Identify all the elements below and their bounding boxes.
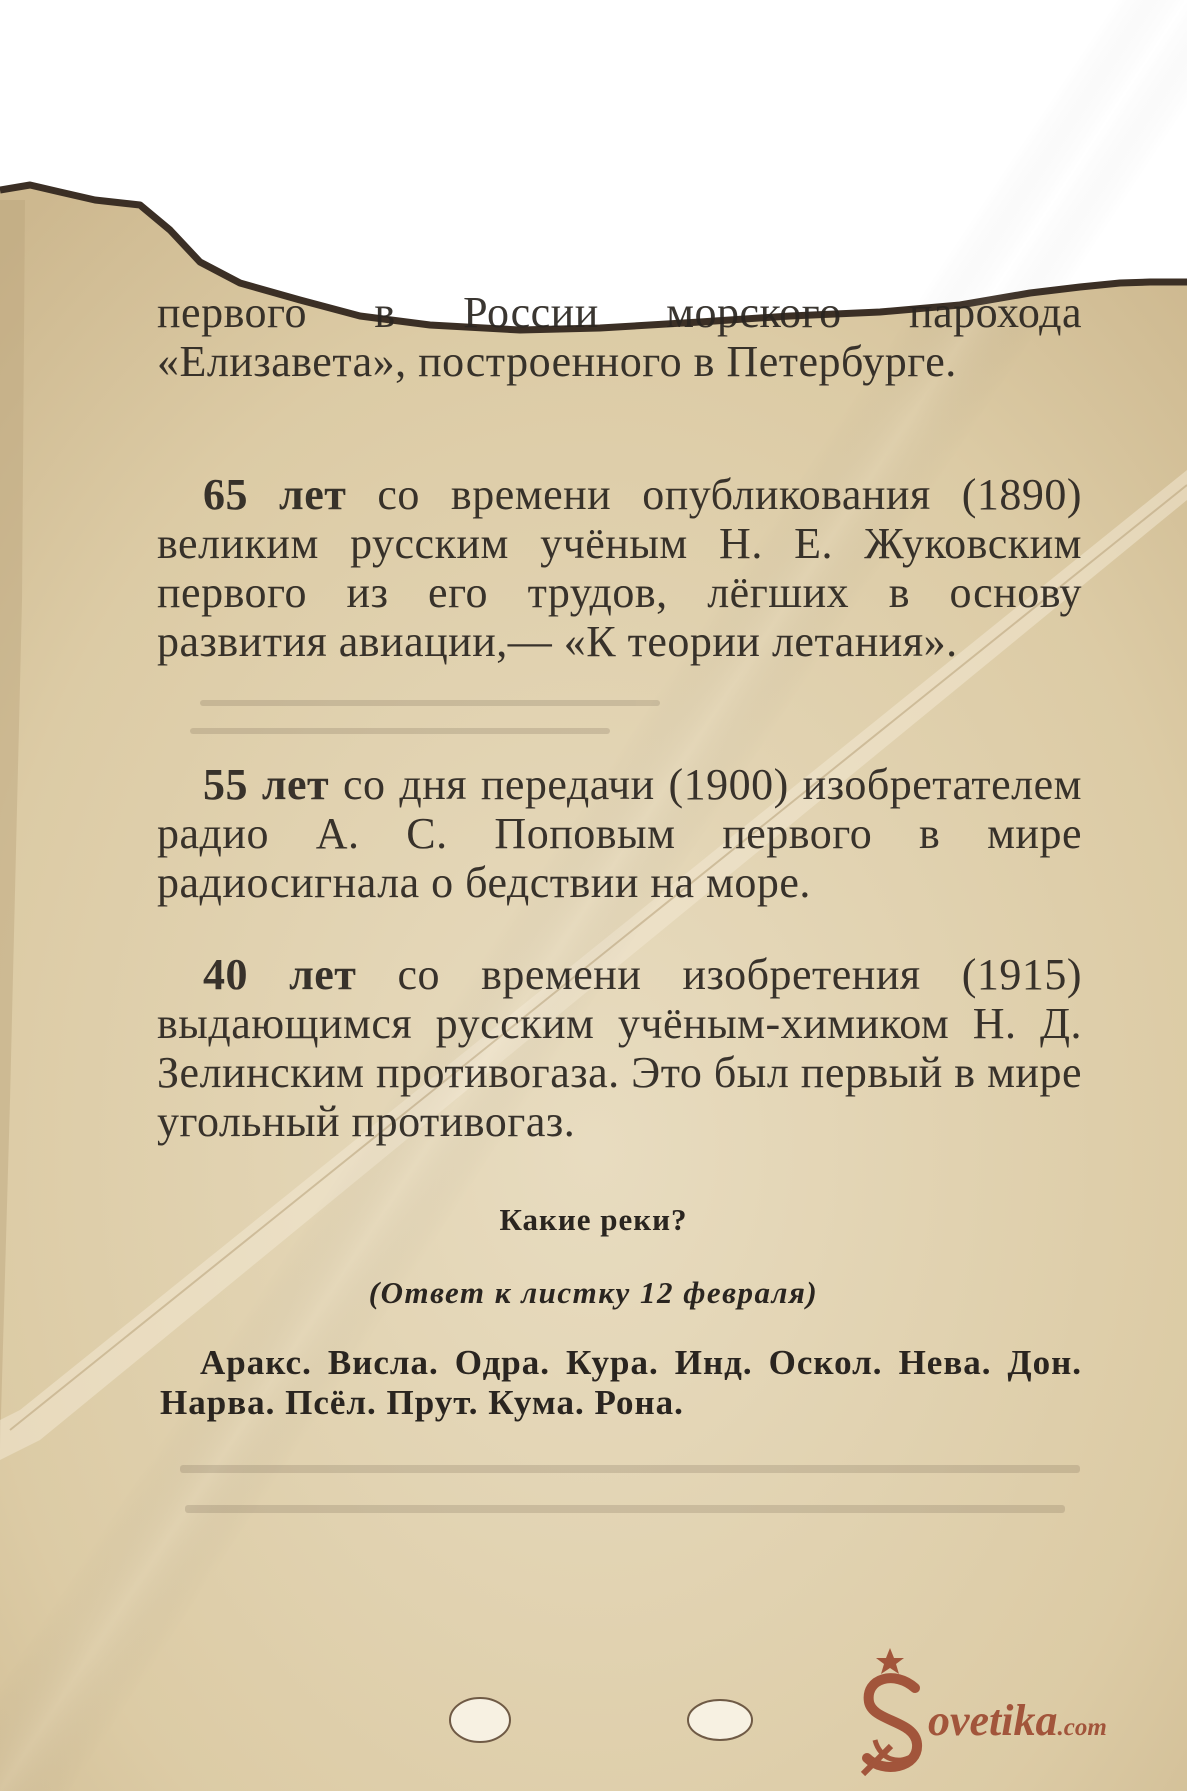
paragraph-body: со времени опубликования (1890) великим русским учёным Н. Е. Жуковским первого из его трудов, лёгших в основу развития авиации,— «К теории летания».: [157, 470, 1083, 666]
paragraph-lead: 65 лет: [203, 470, 347, 519]
paragraph-lead: 55 лет: [203, 760, 330, 809]
paragraph-body: со дня передачи (1900) изобретателем радио А. С. Поповым первого в мире радиосигнала о бедствии на море.: [157, 760, 1082, 907]
quiz-subtitle: (Ответ к листку 12 февраля): [368, 1275, 819, 1310]
paper-hole-left: [450, 1698, 510, 1742]
paragraph-lead: 40 лет: [203, 950, 357, 999]
quiz-answer: Аракс. Висла. Одра. Кура. Инд. Оскол. Нева. Дон. Нарва. Псёл. Прут. Кума. Рона.: [160, 1343, 1082, 1422]
paragraph-65-years: [157, 470, 1082, 666]
watermark-brand: ovetika: [928, 1696, 1058, 1745]
paragraph-40-years: [157, 950, 1082, 1146]
watermark-domain: .com: [1057, 1714, 1107, 1741]
watermark-text: [928, 1695, 1107, 1746]
sovetika-watermark[interactable]: [845, 1640, 1185, 1790]
paper-hole-right: [688, 1700, 752, 1740]
paragraph-body: со времени изобретения (1915) выдающимся русским учёным-химиком Н. Д. Зелинским противогаза. Это был первый в мире угольный противогаз.: [157, 950, 1082, 1146]
torn-top-paragraph: первого в России морского парохода «Елизавета», построенного в Петербурге.: [157, 288, 1082, 386]
quiz-title: Какие реки?: [499, 1202, 688, 1237]
paragraph-55-years: [157, 760, 1082, 907]
